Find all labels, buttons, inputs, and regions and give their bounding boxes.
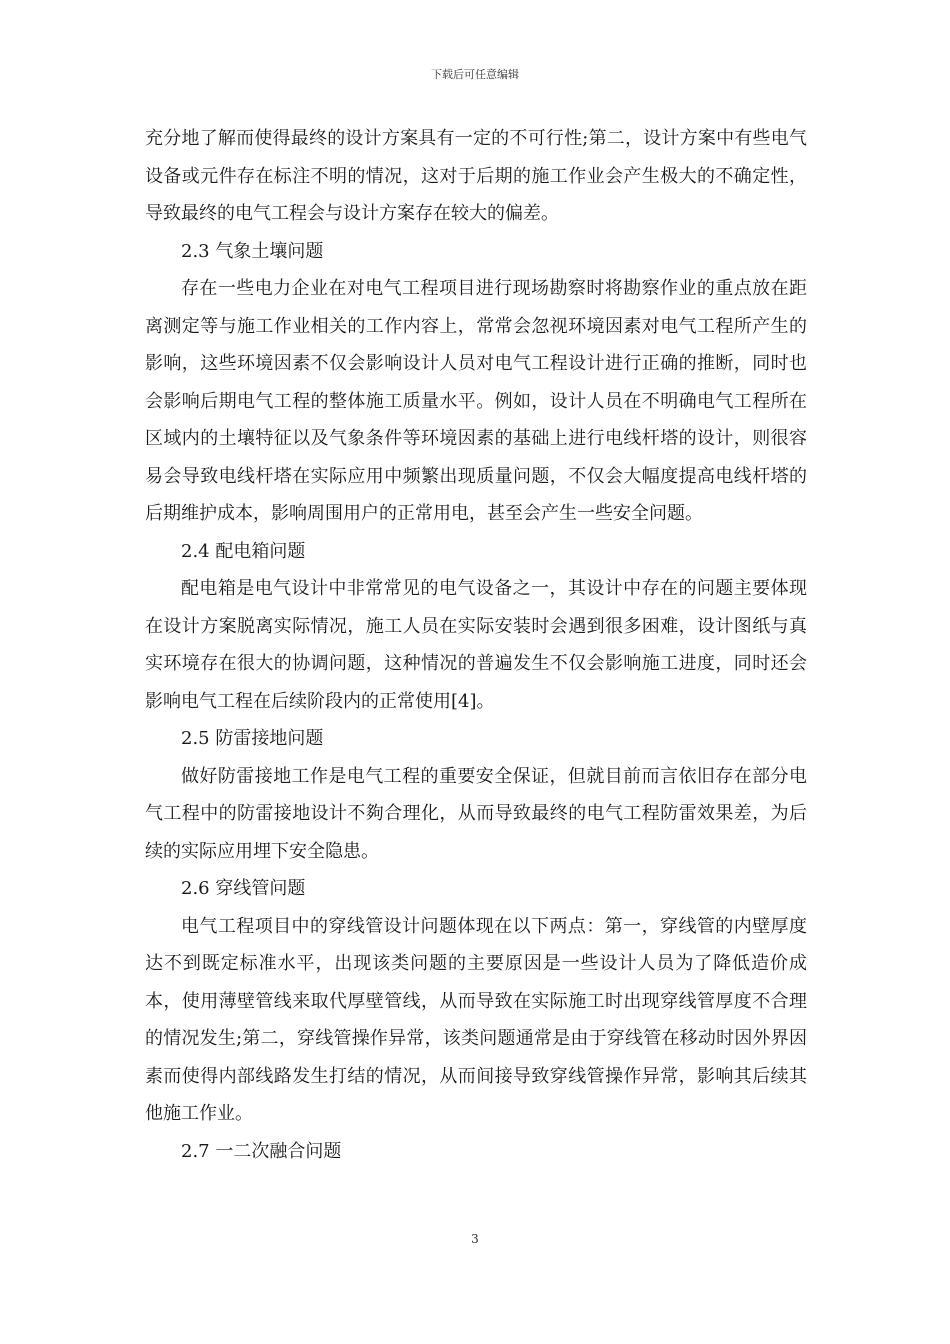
paragraph-weather-soil: 存在一些电力企业在对电气工程项目进行现场勘察时将勘察作业的重点放在距离测定等与施工作业相关的工作内容上，常常会忽视环境因素对电气工程所产生的影响，这些环境因素不仅会影响设计人员对电气工程设计进行正确的推断，同时也会影响后期电气工程的整体施工质量水平。例如，设计人员在不明确电气工程所在区域内的土壤特征以及气象条件等环境因素的基础上进行电线杆塔的设计，则很容易会导致电线杆塔在实际应用中频繁出现质量问题，不仅会大幅度提高电线杆塔的后期维护成本，影响周围用户的正常用电，甚至会产生一些安全问题。 — [145, 278, 807, 524]
section-heading-2-4: 2.4 配电箱问题 — [181, 540, 306, 562]
section-heading-2-7: 2.7 一二次融合问题 — [181, 1140, 342, 1162]
section-heading-2-3: 2.3 气象土壤问题 — [181, 240, 324, 262]
document-body — [145, 120, 807, 1170]
page-header: 下载后可任意编辑 — [431, 68, 519, 81]
paragraph-distribution-box: 配电箱是电气设计中非常常见的电气设备之一，其设计中存在的问题主要体现在设计方案脱离实际情况，施工人员在实际安装时会遇到很多困难，设计图纸与真实环境存在很大的协调问题，这种情况的普遍发生不仅会影响施工进度，同时还会影响电气工程在后续阶段内的正常使用[4]。 — [145, 578, 807, 712]
page-number: 3 — [471, 1232, 479, 1246]
section-heading-2-5: 2.5 防雷接地问题 — [181, 728, 324, 749]
paragraph-design-issues-cont: 充分地了解而使得最终的设计方案具有一定的不可行性;第二，设计方案中有些电气设备或元件存在标注不明的情况，这对于后期的施工作业会产生极大的不确定性，导致最终的电气工程会与设计方案存在较大的偏差。 — [145, 128, 807, 224]
section-heading-2-6: 2.6 穿线管问题 — [181, 878, 306, 899]
paragraph-lightning-grounding: 做好防雷接地工作是电气工程的重要安全保证，但就目前而言依旧存在部分电气工程中的防雷接地设计不夠合理化，从而导致最终的电气工程防雷效果差，为后续的实际应用埋下安全隐患。 — [145, 765, 807, 862]
paragraph-conduit: 电气工程项目中的穿线管设计问题体现在以下两点：第一，穿线管的内壁厚度达不到既定标准水平，出现该类问题的主要原因是一些设计人员为了降低造价成本，使用薄壁管线来取代厚壁管线，从而导致在实际施工时出现穿线管厚度不合理的情况发生;第二，穿线管操作异常，该类问题通常是由于穿线管在移动时因外界因素而使得内部线路发生打结的情况，从而间接导致穿线管操作异常，影响其后续其他施工作业。 — [145, 915, 807, 1124]
